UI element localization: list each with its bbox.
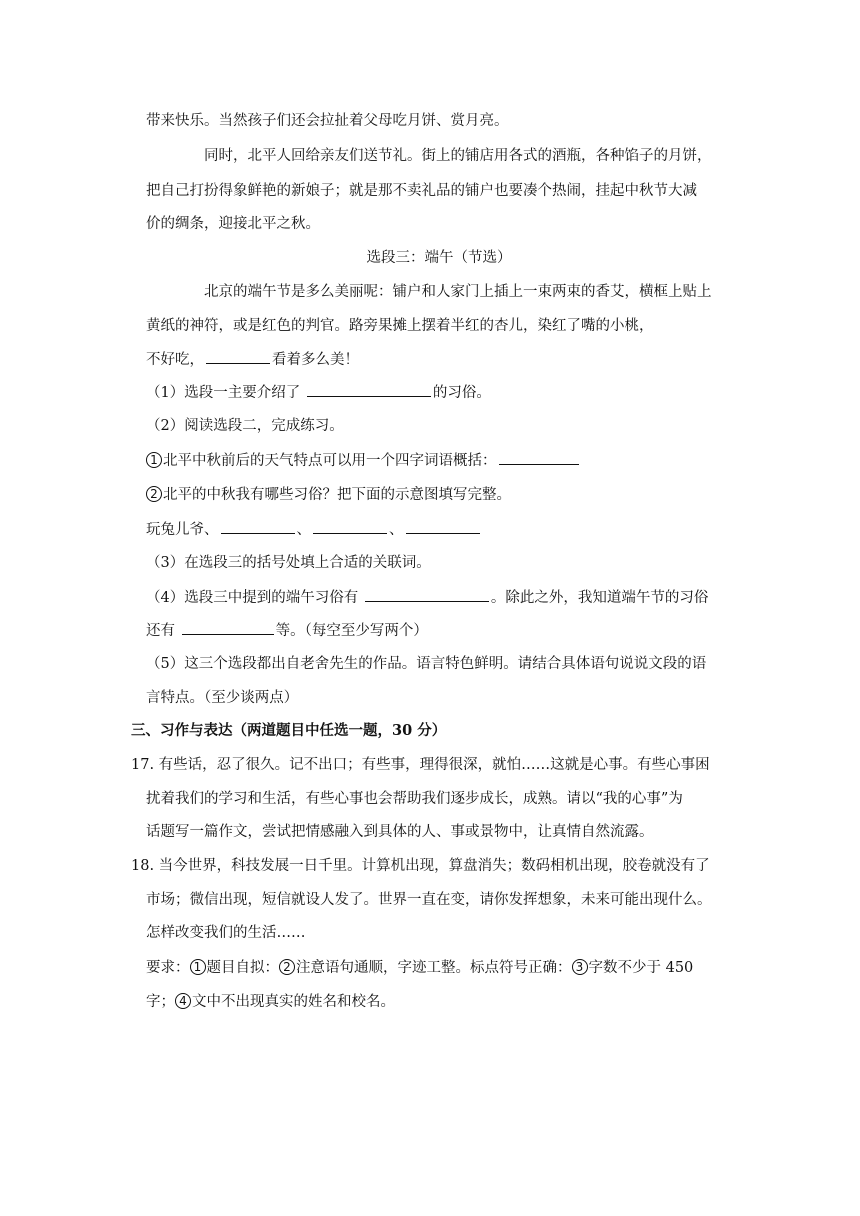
fill-blank[interactable] — [499, 450, 579, 465]
circled-number: 3 — [572, 959, 588, 975]
question-2-1 — [146, 450, 736, 471]
question-1 — [146, 382, 736, 403]
question-18-cont: 怎样改变我们的生活…… — [146, 925, 306, 941]
question-18: 18. 当今世界，科技发展一日千里。计算机出现，算盘消失；数码相机出现，胶卷就没有了 — [131, 858, 710, 874]
circled-number: 1 — [146, 452, 162, 468]
fill-blank[interactable] — [307, 382, 431, 397]
circled-number: 4 — [175, 993, 191, 1009]
separator: 、 — [296, 522, 311, 538]
question-2-2-answers — [146, 519, 736, 540]
question-17-cont: 话题写一篇作文，尝试把情感融入到具体的人、事或景物中，让真情自然流露。 — [146, 824, 654, 840]
separator: 、 — [389, 522, 404, 538]
fill-blank[interactable] — [406, 519, 480, 534]
question-text: （4）选段三中提到的端午习俗有 — [146, 590, 359, 606]
requirement-text: 字数不少于 450 — [588, 960, 694, 976]
question-text: 北平的中秋我有哪些习俗？把下面的示意图填写完整。 — [163, 487, 511, 503]
question-3: （3）在选段三的括号处填上合适的关联词。 — [146, 555, 431, 571]
circled-number: 2 — [146, 486, 162, 502]
fill-blank[interactable] — [221, 519, 295, 534]
passage3-line: 北京的端午节是多么美丽呢：铺户和人家门上插上一束两束的香艾，横框上贴上 — [204, 284, 712, 300]
question-2: （2）阅读选段二，完成练习。 — [146, 418, 344, 434]
question-text: 。除此之外，我知道端午节的习俗 — [490, 590, 709, 606]
question-text: （1）选段一主要介绍了 — [146, 385, 301, 401]
question-4 — [146, 587, 736, 608]
question-5: （5）这三个选段都出自老舍先生的作品。语言特色鲜明。请结合具体语句说说文段的语 — [146, 656, 707, 672]
question-18-cont: 市场；微信出现，短信就设人发了。世界一直在变，请你发挥想象，未来可能出现什么。 — [146, 892, 712, 908]
requirements-label: 要求： — [146, 960, 190, 976]
passage2-line: 带来快乐。当然孩子们还会拉扯着父母吃月饼、赏月亮。 — [146, 113, 509, 129]
passage2-line: 价的绸条，迎接北平之秋。 — [146, 216, 320, 232]
question-text: 还有 — [146, 623, 175, 639]
fill-blank[interactable] — [206, 349, 270, 364]
passage3-text: 不好吃， — [146, 352, 204, 368]
question-17: 17. 有些话，忍了很久。记不出口；有些事，理得很深，就怕……这就是心事。有些心事困 — [131, 757, 710, 773]
passage2-line: 同时，北平人回给亲友们送节礼。街上的铺店用各式的酒瓶，各种馅子的月饼， — [204, 148, 712, 164]
passage2-line: 把自己打扮得象鲜艳的新娘子；就是那不卖礼品的铺户也要凑个热闹，挂起中秋节大减 — [146, 183, 697, 199]
question-text: 的习俗。 — [432, 385, 491, 401]
fill-blank[interactable] — [182, 620, 274, 635]
requirement-text: 题目自拟： — [206, 960, 279, 976]
answer-start: 玩兔儿爷、 — [146, 522, 219, 538]
question-5-cont: 言特点。（至少谈两点） — [146, 690, 299, 706]
circled-number: 2 — [279, 959, 295, 975]
requirement-text: 注意语句通顺，字迹工整。标点符号正确： — [296, 960, 572, 976]
passage3-title: 选段三：端午（节选） — [366, 250, 512, 266]
section-heading: 三、习作与表达（两道题目中任选一题，30 分） — [131, 722, 447, 739]
fill-blank[interactable] — [365, 587, 489, 602]
question-text: 北平中秋前后的天气特点可以用一个四字词语概括： — [163, 453, 497, 469]
fill-blank[interactable] — [313, 519, 387, 534]
requirements — [146, 958, 736, 978]
question-2-2 — [146, 485, 736, 505]
requirement-text: 文中不出现真实的姓名和校名。 — [192, 994, 395, 1010]
requirement-text: 字； — [146, 994, 175, 1010]
question-4-cont — [146, 620, 736, 641]
question-17-cont: 扰着我们的学习和生活，有些心事也会帮助我们逐步成长，成熟。请以“我的心事”为 — [146, 791, 683, 807]
requirements-cont — [146, 992, 736, 1012]
passage3-line — [146, 349, 736, 370]
passage3-line: 黄纸的神符，或是红色的判官。路旁果摊上摆着半红的杏儿，染红了嘴的小桃， — [146, 318, 654, 334]
circled-number: 1 — [190, 959, 206, 975]
passage3-text: 看着多么美！ — [272, 352, 359, 368]
question-text: 等。（每空至少写两个） — [275, 623, 428, 639]
